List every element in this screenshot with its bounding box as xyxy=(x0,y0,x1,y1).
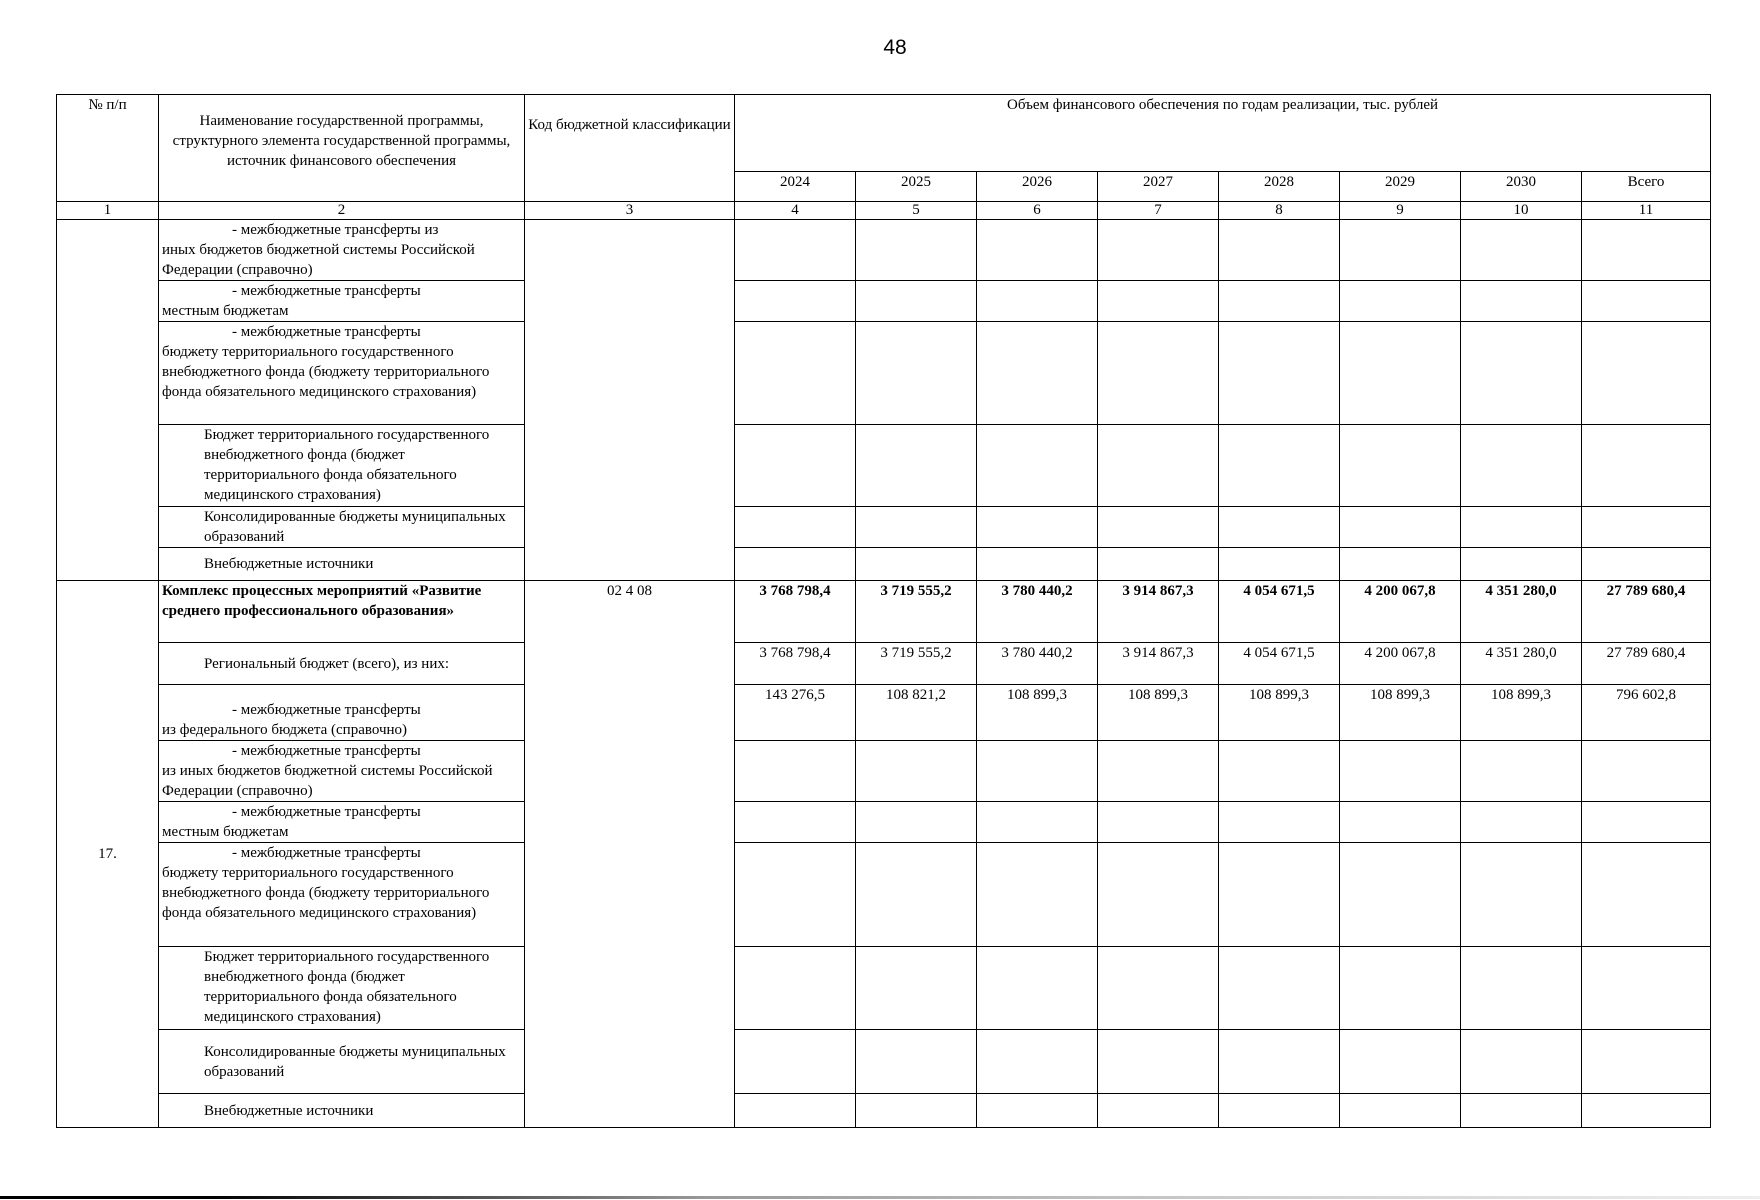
value-cell: 4 351 280,0 xyxy=(1461,581,1582,643)
column-number: 5 xyxy=(856,202,977,220)
table-row xyxy=(57,548,1711,581)
value-cell: 3 780 440,2 xyxy=(977,643,1098,685)
value-cell: 3 914 867,3 xyxy=(1098,581,1219,643)
row-label: - межбюджетные трансферты из иных бюджетов бюджетной системы Российской Федерации (справочно) xyxy=(159,220,525,281)
page-number: 48 xyxy=(883,36,907,59)
column-number: 3 xyxy=(525,202,735,220)
row-label: Внебюджетные источники xyxy=(159,1094,525,1128)
row-label: Консолидированные бюджеты муниципальных образований xyxy=(159,1030,525,1094)
row-label: - межбюджетные трансферты бюджету территориального государственного внебюджетного фонда (бюджету территориального фонда обязательного медицинского страхования) xyxy=(159,322,525,425)
column-number: 7 xyxy=(1098,202,1219,220)
value-cell: 4 351 280,0 xyxy=(1461,643,1582,685)
header-year: 2025 xyxy=(856,172,977,202)
program-title: Комплекс процессных мероприятий «Развитие среднего профессионального образования» xyxy=(159,581,525,643)
table-row xyxy=(57,220,1711,281)
value-cell: 108 899,3 xyxy=(1219,685,1340,741)
column-number: 6 xyxy=(977,202,1098,220)
footer-rule xyxy=(0,1196,1760,1199)
row-label: - межбюджетные трансферты местным бюджетам xyxy=(159,281,525,322)
value-cell-total: 27 789 680,4 xyxy=(1582,643,1711,685)
header-year: 2028 xyxy=(1219,172,1340,202)
row-label: Бюджет территориального государственного внебюджетного фонда (бюджет территориального фонда обязательного медицинского страхования) xyxy=(159,947,525,1030)
column-numbers-row xyxy=(57,202,1711,220)
column-number: 8 xyxy=(1219,202,1340,220)
row-number-cell xyxy=(57,220,159,581)
column-number: 9 xyxy=(1340,202,1461,220)
value-cell: 3 719 555,2 xyxy=(856,643,977,685)
value-cell: 108 899,3 xyxy=(1098,685,1219,741)
row-label: Внебюджетные источники xyxy=(159,548,525,581)
value-cell: 108 899,3 xyxy=(977,685,1098,741)
row-label: Консолидированные бюджеты муниципальных образований xyxy=(159,507,525,548)
value-cell: 4 200 067,8 xyxy=(1340,581,1461,643)
value-cell: 108 821,2 xyxy=(856,685,977,741)
table-row xyxy=(57,741,1711,802)
code-cell xyxy=(525,220,735,581)
table-row xyxy=(57,281,1711,322)
value-cell: 3 768 798,4 xyxy=(735,643,856,685)
table-row-program-title xyxy=(57,581,1711,643)
value-cell: 3 768 798,4 xyxy=(735,581,856,643)
table-row xyxy=(57,1094,1711,1128)
table-row xyxy=(57,425,1711,507)
row-label: Региональный бюджет (всего), из них: xyxy=(159,643,525,685)
row-label: Бюджет территориального государственного внебюджетного фонда (бюджет территориального фонда обязательного медицинского страхования) xyxy=(159,425,525,507)
value-cell-total: 796 602,8 xyxy=(1582,685,1711,741)
header-col-volume: Объем финансового обеспечения по годам реализации, тыс. рублей xyxy=(735,95,1711,172)
row-number: 17. xyxy=(57,581,159,1128)
table-row xyxy=(57,1030,1711,1094)
table-row xyxy=(57,322,1711,425)
value-cell: 108 899,3 xyxy=(1340,685,1461,741)
table-row xyxy=(57,947,1711,1030)
financing-table xyxy=(56,94,1711,1128)
table-row xyxy=(57,843,1711,947)
column-number: 10 xyxy=(1461,202,1582,220)
value-cell: 3 719 555,2 xyxy=(856,581,977,643)
column-number: 2 xyxy=(159,202,525,220)
value-cell: 108 899,3 xyxy=(1461,685,1582,741)
header-year: 2029 xyxy=(1340,172,1461,202)
table-row-regional xyxy=(57,643,1711,685)
value-cell: 3 914 867,3 xyxy=(1098,643,1219,685)
value-cell: 143 276,5 xyxy=(735,685,856,741)
table-row xyxy=(57,802,1711,843)
row-label: - межбюджетные трансферты местным бюджетам xyxy=(159,802,525,843)
row-label: - межбюджетные трансферты из федерального бюджета (справочно) xyxy=(159,685,525,741)
column-number: 1 xyxy=(57,202,159,220)
row-label: - межбюджетные трансферты из иных бюджетов бюджетной системы Российской Федерации (справочно) xyxy=(159,741,525,802)
table-row-federal xyxy=(57,685,1711,741)
column-number: 11 xyxy=(1582,202,1711,220)
header-year: 2024 xyxy=(735,172,856,202)
table-row xyxy=(57,507,1711,548)
header-col-code: Код бюджетной классификации xyxy=(525,95,735,202)
header-col-num: № п/п xyxy=(57,95,159,202)
header-row xyxy=(57,95,1711,172)
header-year: 2030 xyxy=(1461,172,1582,202)
value-cell-total: 27 789 680,4 xyxy=(1582,581,1711,643)
row-label: - межбюджетные трансферты бюджету территориального государственного внебюджетного фонда (бюджету территориального фонда обязательного медицинского страхования) xyxy=(159,843,525,947)
value-cell: 4 200 067,8 xyxy=(1340,643,1461,685)
value-cell: 4 054 671,5 xyxy=(1219,643,1340,685)
value-cell: 4 054 671,5 xyxy=(1219,581,1340,643)
header-year: 2027 xyxy=(1098,172,1219,202)
header-col-name: Наименование государственной программы, структурного элемента государственной программы, источник финансового обеспечения xyxy=(159,95,525,202)
header-year: 2026 xyxy=(977,172,1098,202)
header-total: Всего xyxy=(1582,172,1711,202)
budget-code: 02 4 08 xyxy=(525,581,735,1128)
column-number: 4 xyxy=(735,202,856,220)
value-cell: 3 780 440,2 xyxy=(977,581,1098,643)
